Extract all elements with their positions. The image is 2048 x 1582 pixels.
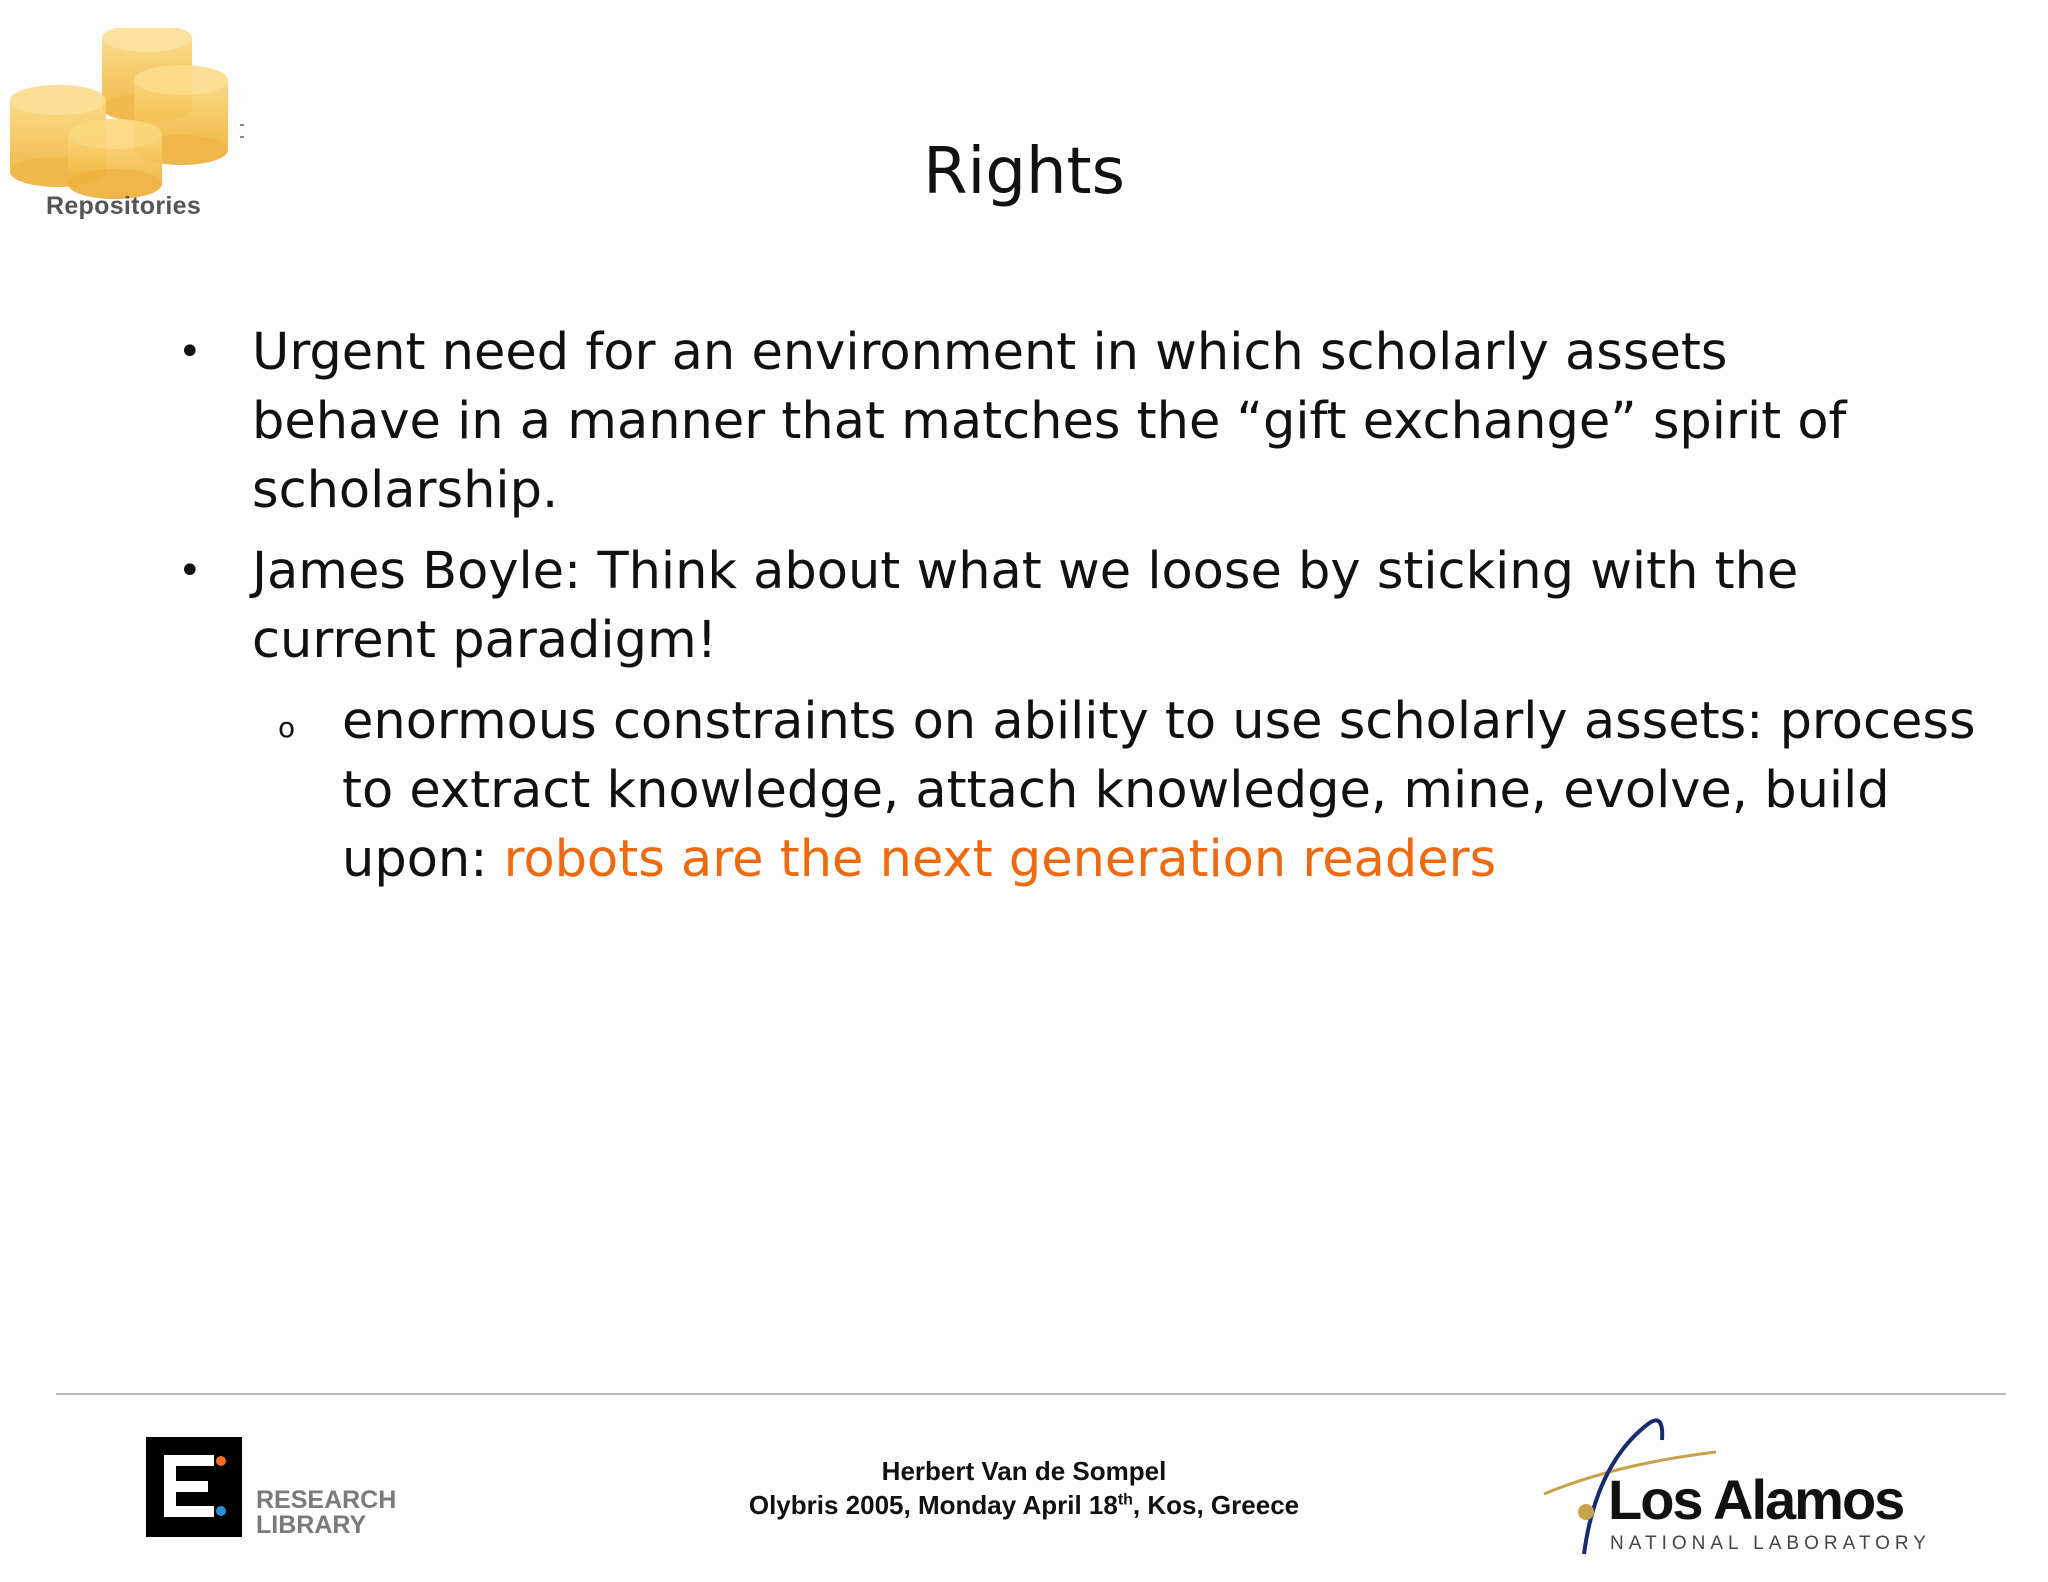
event-info-suffix: , Kos, Greece bbox=[1132, 1490, 1300, 1520]
bullet-item bbox=[178, 537, 1932, 675]
research-label: RESEARCH bbox=[256, 1486, 397, 1514]
bullet-text: James Boyle: Think about what we loose by sticking with the current paradigm! bbox=[252, 542, 1799, 670]
slide-content bbox=[0, 318, 2048, 894]
footer-divider bbox=[56, 1393, 2006, 1395]
sub-bullet-item bbox=[278, 687, 1982, 894]
sub-bullet-marker: o bbox=[278, 711, 296, 744]
bullet-item bbox=[178, 318, 1932, 525]
los-alamos-logo bbox=[1536, 1404, 1956, 1564]
lab-name: Los Alamos bbox=[1608, 1468, 1904, 1531]
presenter-name: Herbert Van de Sompel bbox=[881, 1456, 1167, 1486]
bullet-marker: • bbox=[178, 329, 202, 375]
bullet-text: Urgent need for an environment in which scholarly assets behave in a manner that matches the “gift exchange” spirit of scholarship. bbox=[252, 323, 1847, 520]
highlighted-text: robots are the next generation readers bbox=[503, 830, 1497, 889]
slide-title: Rights bbox=[923, 135, 1125, 209]
library-label: LIBRARY bbox=[256, 1511, 367, 1539]
event-info-superscript: th bbox=[1117, 1491, 1133, 1509]
logo-caption: Repositories bbox=[46, 192, 202, 220]
lab-subtitle: NATIONAL LABORATORY bbox=[1610, 1533, 1931, 1554]
event-info-prefix: Olybris 2005, Monday April 18 bbox=[748, 1490, 1118, 1520]
sub-bullet-text: enormous constraints on ability to use scholarly assets: process to extract knowledge, attach knowledge, mine, evolve, build upon: bbox=[342, 692, 1976, 889]
bullet-marker: • bbox=[178, 548, 202, 594]
